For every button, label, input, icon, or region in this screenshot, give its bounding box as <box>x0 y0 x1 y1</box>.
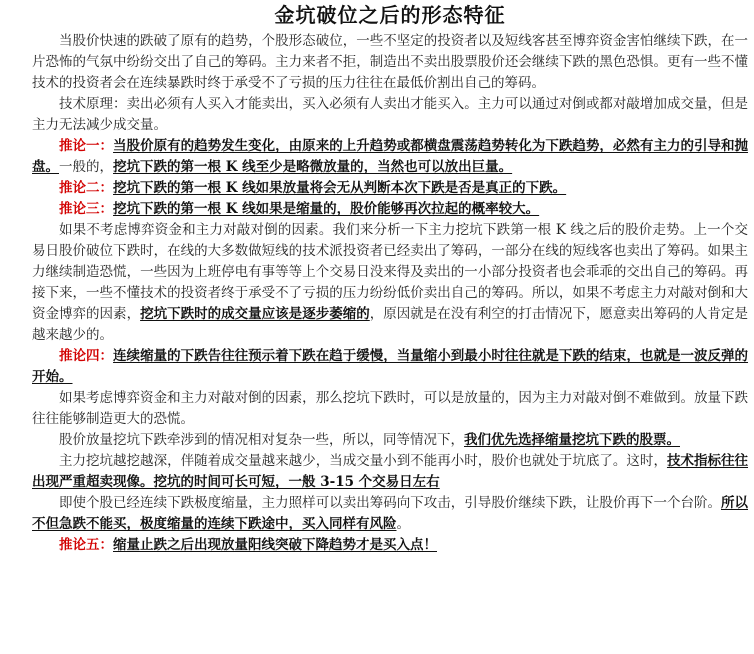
paragraph-1: 当股价快速的跌破了原有的趋势，个股形态破位，一些不坚定的投资者以及短线客甚至博弈资金害怕继续下跌，在一片恐怖的气氛中纷纷交出了自己的筹码。主力来者不拒，制造出不卖出股票股价还会继续下跌的黑色恐惧。更有一些不懂技术的投资者会在连续暴跌时终于承受不了亏损的压力往往在最低价割出自己的筹码。 <box>32 33 748 91</box>
inference-5-text: 缩量止跌之后出现放量阳线突破下降趋势才是买入点！ <box>113 537 437 553</box>
paragraph-6-a: 主力挖坑越挖越深，伴随着成交量越来越少，当成交量小到不能再小时，股价也就处于坑底了。这时， <box>59 453 667 469</box>
inference-2-text: 挖坑下跌的第一根 K 线如果放量将会无从判断本次下跌是否是真正的下跌。 <box>113 180 567 196</box>
document-page <box>0 3 754 654</box>
paragraph-5-emphasis: 我们优先选择缩量挖坑下跌的股票。 <box>464 432 680 448</box>
inference-4 <box>32 346 748 388</box>
inference-3-text: 挖坑下跌的第一根 K 线如果是缩量的，股价能够再次拉起的概率较大。 <box>113 201 540 217</box>
inference-5-label: 推论五： <box>59 537 113 553</box>
paragraph-3-emphasis: 挖坑下跌时的成交量应该是逐步萎缩的 <box>140 306 370 322</box>
paragraph-6-emphasis: 技术指标往往出现严重超卖现像。挖坑的时间可长可短，一般 3-15 个交易日左右 <box>32 453 749 490</box>
inference-3-label: 推论三： <box>59 201 113 217</box>
inference-3 <box>32 199 748 220</box>
inference-1 <box>32 136 748 178</box>
paragraph-6 <box>32 451 748 493</box>
paragraph-7 <box>32 493 748 535</box>
inference-4-text: 连续缩量的下跌告往往预示着下跌在趋于缓慢，当量缩小到最小时往往就是下跌的结束，也就是一波反弹的开始。 <box>32 348 749 385</box>
inference-4-label: 推论四： <box>59 348 114 364</box>
paragraph-technical-principle: 技术原理：卖出必须有人买入才能卖出，买入必须有人卖出才能买入。主力可以通过对倒或都对敲增加成交量，但是主力无法减少成交量。 <box>32 96 748 133</box>
inference-2-label: 推论二： <box>59 180 113 196</box>
paragraph-3-c: ，原因就是在没有利空的打击情况下，愿意卖出筹码的人肯定是越来越少的。 <box>32 306 749 343</box>
paragraph-3-a: 如果不考虑博弈资金和主力对敲对倒的因素。我们来分析一下主力挖坑下跌第一根 K 线之后的股价走势。上一个交易日股价破位下跌时，在线的大多数做短线的技术派投资者已经卖出了筹码，一部分在线的短线客也卖出了筹码。如果主力继续制造恐慌，一些因为上班停电有事等等上个交易日没来得及卖出的一小部分投资者也会乖乖的交出自己的筹码。再接下来，一些不懂技术的投资者终于承受不了亏损的压力纷纷低价卖出自己的筹码。所以，如果不考虑主力对敲对倒和大资金博弈的因素， <box>32 222 748 322</box>
page-title: 金坑破位之后的形态特征 <box>274 3 506 27</box>
paragraph-4: 如果考虑博弈资金和主力对敲对倒的因素，那么挖坑下跌时，可以是放量的，因为主力对敲对倒不难做到。放量下跌往往能够制造更大的恐慌。 <box>32 390 748 427</box>
inference-5 <box>32 535 748 556</box>
paragraph-7-a: 即使个股已经连续下跌极度缩量，主力照样可以卖出筹码向下攻击，引导股价继续下跌，让股价再下一个台阶。 <box>59 495 721 511</box>
paragraph-5 <box>32 430 748 451</box>
paragraph-7-emphasis: 所以不但急跌不能买，极度缩量的连续下跌途中，买入同样有风险 <box>32 495 749 532</box>
inference-2 <box>32 178 748 199</box>
inference-1-text: 当股价原有的趋势发生变化，由原来的上升趋势或都横盘震荡趋势转化为下跌趋势，必然有主力的引导和抛盘。 <box>32 138 749 175</box>
paragraph-7-c: 。 <box>396 516 410 532</box>
inference-1-tail: 挖坑下跌的第一根 K 线至少是略微放量的，当然也可以放出巨量。 <box>113 159 513 175</box>
inference-1-label: 推论一： <box>59 138 114 154</box>
paragraph-5-a: 股价放量挖坑下跌牵涉到的情况相对复杂一些，所以，同等情况下， <box>59 432 464 448</box>
paragraph-3 <box>32 220 748 346</box>
inference-1-mid: 一般的， <box>59 159 113 175</box>
